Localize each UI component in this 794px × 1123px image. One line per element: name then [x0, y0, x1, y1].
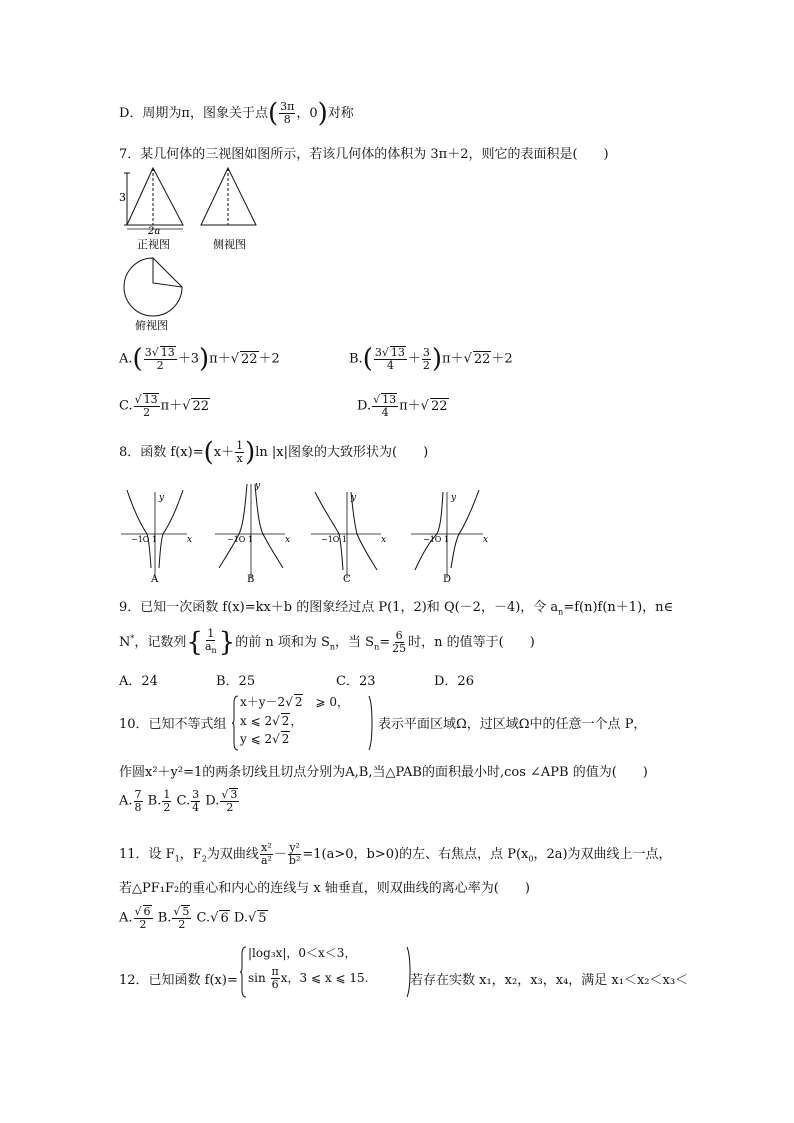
top-view-label: 俯视图	[135, 319, 168, 332]
front-width-label: 2a	[148, 226, 161, 237]
front-view-label: 正视图	[137, 238, 170, 251]
q11-line2: 若△PF₁F₂的重心和内心的连线与 x 轴垂直，则双曲线的离心率为( )	[119, 881, 530, 896]
q11-options: A. $\frac{√ 6}{2}$ B. $\frac{√ 5}{2}$ C.√ 6 D.√ 5	[119, 905, 267, 931]
q9-option-a: A．24	[119, 674, 158, 689]
svg-text:A: A	[151, 574, 159, 585]
svg-text:x: x	[187, 535, 193, 545]
svg-text:B: B	[247, 574, 255, 585]
q12-brace-icon	[240, 946, 248, 998]
q12-after: 若存在实数 x₁，x₂，x₃，x₄，满足 x₁＜x₂＜x₃＜	[410, 973, 689, 988]
q10-after: 表示平面区域Ω，过区域Ω中的任意一个点 P，	[378, 717, 647, 732]
q6-fraction: $\frac{3\pi}{8}$	[280, 100, 295, 126]
q7-three-views	[115, 163, 275, 338]
q7-option-b: B.( $\frac{3√ 13}{4}$ ＋ $\frac{3}{2}$ )π＋√ 22＋2	[349, 344, 513, 374]
front-height-label: 3	[119, 191, 126, 204]
q8-graph-d	[411, 490, 488, 585]
svg-text:−1O 1: −1O 1	[227, 535, 253, 544]
svg-text:y: y	[255, 481, 261, 491]
exam-page: D．周期为π，图象关于点( $\frac{3\pi}{8}$ ，0)对称 7．某几何体的三视图如图所示，若该几何体的体积为 3π＋2，则它的表面积是( ) 3 2a 正视图 侧视图 俯视图 A.( $\frac{3√ 13}{2}$ ＋3)π＋√ 22＋2 B.( $\frac{3√ 13}{4}$ ＋ $\frac{3}{2}$ )π＋√ 22＋2 C. $\frac{√ 13}{2}$ π＋√ 22 D. $\frac{√ 13}{4}$ π＋√ 22 8．函数 f(x)=(x＋ $\frac{1}{x}$ )ln |x|图象的大致形状为( ) y x −1O 1 A y x −1O 1 B y x −1O 1 C y x −1O 1 D 9．已知一次函数 f(x)=kx＋b 的图象经过点 P(1，2)和 Q(－2，－4)，令 $a_n=f(n)f(n+1)$，n∈ N*，记数列{ $\frac{1}{a_n}$ }的前 n 项和为 $S_n$，当 $S_n=$ $\frac{6}{25}$ 时，n 的值等于( ) A．24 B．25 C．23 D．26 10．已知不等式组 x＋y－2√ 2 ⩾ 0， x ⩽ 2√ 2， y ⩽ 2√ 2 表示平面区域Ω，过区域Ω中的任意一个点 P， 作圆x²＋y²=1的两条切线且切点分别为A,B,当△PAB的面积最小时,cos ∠APB 的值为( ) A. $\frac{7}{8}$ B. $\frac{1}{2}$ C. $\frac{3}{4}$ D. $\frac{√ 3}{2}$ 11．设 $F_1$，$F_2$为双曲线 $\frac{\text{x²}}{\text{a²}}$ － $\frac{\text{y²}}{\text{b²}}$ =1(a>0，b>0)的左、右焦点，点 $P(x_0$，2a)为双曲线上一点， 若△PF₁F₂的重心和内心的连线与 x 轴垂直，则双曲线的离心率为( ) A. $\frac{√ 6}{2}$ B. $\frac{√ 5}{2}$ C.√ 6 D.√ 5 12．已知函数 f(x)= |log₃x|，0＜x＜3， sin $\frac{\pi}{6}$ x，3 ⩽ x ⩽ 15. 若存在实数 x₁，x₂，x₃，x₄，满足 x₁＜x₂＜x₃＜	[0, 0, 794, 1123]
q9-option-b: B．25	[216, 674, 256, 689]
q7-stem: 7．某几何体的三视图如图所示，若该几何体的体积为 3π＋2，则它的表面积是( )	[119, 147, 609, 162]
svg-text:x: x	[483, 535, 489, 545]
svg-text:x: x	[381, 535, 387, 545]
q10-right-bracket-icon	[368, 695, 376, 751]
svg-text:C: C	[343, 574, 351, 585]
q7-option-c: C. $\frac{√ 13}{2}$ π＋√ 22	[119, 393, 210, 419]
q8-graph-options	[115, 478, 495, 590]
q9-line1: 9．已知一次函数 f(x)=kx＋b 的图象经过点 P(1，2)和 Q(－2，－4)，令 $a_n=f(n)f(n+1)$，n∈	[119, 600, 674, 617]
svg-text:y: y	[451, 493, 457, 503]
q9-option-d: D．26	[434, 674, 474, 689]
q10-brace-icon	[232, 695, 240, 751]
q10-label: 10．已知不等式组	[119, 717, 227, 732]
svg-text:−1O 1: −1O 1	[423, 535, 449, 544]
q8-graph-a	[121, 490, 192, 585]
q8-graph-b	[215, 481, 290, 585]
q10-options: A. $\frac{7}{8}$ B. $\frac{1}{2}$ C. $\frac{3}{4}$ D. $\frac{√ 3}{2}$	[119, 787, 238, 814]
side-view-label: 侧视图	[213, 238, 246, 251]
q11-line1: 11．设 $F_1$，$F_2$为双曲线 $\frac{\text{x²}}{\text{a²}}$ － $\frac{\text{y²}}{\text{b²}}$ =1(a>0，b>0)的左、右焦点，点 $P(x_0$，2a)为双曲线上一点，	[119, 841, 672, 867]
svg-text:x: x	[285, 535, 291, 545]
q8-stem: 8．函数 f(x)=(x＋ $\frac{1}{x}$ )ln |x|图象的大致形状为( )	[119, 437, 429, 468]
q6-option-d: D．周期为π，图象关于点( $\frac{3\pi}{8}$ ，0)对称	[119, 98, 354, 129]
q7-option-a: A.( $\frac{3√ 13}{2}$ ＋3)π＋√ 22＋2	[119, 344, 280, 374]
side-view-figure	[201, 168, 256, 251]
svg-text:D: D	[443, 574, 452, 585]
q9-option-c: C．23	[336, 674, 376, 689]
svg-text:−1O 1: −1O 1	[321, 535, 347, 544]
q10-line2: 作圆x²＋y²=1的两条切线且切点分别为A,B,当△PAB的面积最小时,cos ∠APB 的值为( )	[119, 765, 648, 780]
svg-text:y: y	[351, 493, 357, 503]
q9-line2: N*，记数列{ $\frac{1}{a_n}$ }的前 n 项和为 $S_n$，当 $S_n=$ $\frac{6}{25}$ 时，n 的值等于( )	[119, 627, 535, 658]
q8-graph-c	[311, 492, 386, 585]
svg-text:−1O 1: −1O 1	[131, 535, 157, 544]
front-view-figure	[119, 168, 183, 251]
svg-text:y: y	[159, 493, 165, 503]
q12-label: 12．已知函数 f(x)=	[119, 973, 238, 988]
top-view-figure	[124, 258, 182, 332]
q7-option-d: D. $\frac{√ 13}{4}$ π＋√ 22	[357, 393, 448, 419]
